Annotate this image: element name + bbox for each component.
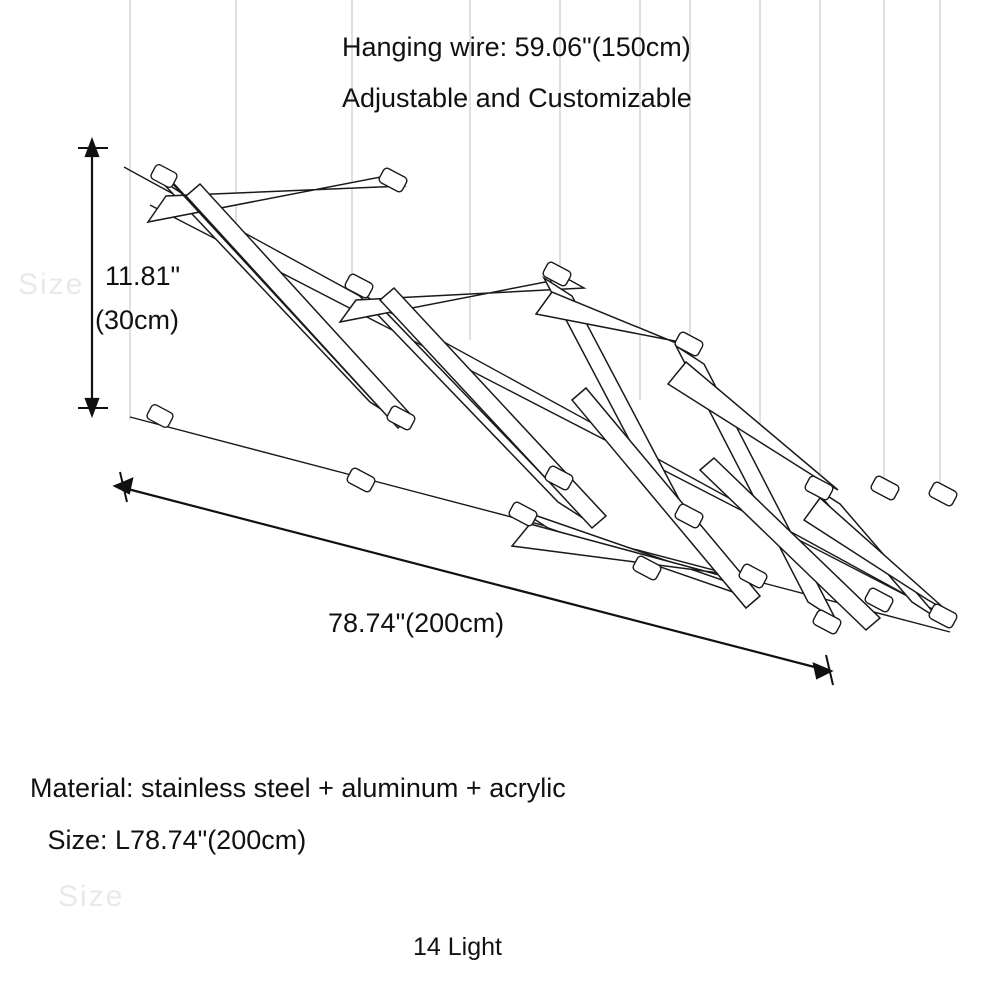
height-dimension-cm: (30cm) xyxy=(95,305,180,335)
hanging-wire-label-line1: Hanging wire: 59.06"(150cm) xyxy=(342,32,691,62)
height-dimension-line xyxy=(78,140,108,415)
size-note: Size: L78.74"(200cm) xyxy=(40,825,307,855)
joint-caps xyxy=(146,163,959,635)
width-dimension-label: 78.74"(200cm) xyxy=(328,608,505,638)
scissor-arms xyxy=(148,170,946,630)
height-dimension-inches: 11.81" xyxy=(105,261,181,291)
material-note: Material: stainless steel + aluminum + acrylic xyxy=(30,773,566,803)
watermark-bottom: Size xyxy=(58,880,125,913)
light-count-note: 14 Light xyxy=(413,933,502,961)
watermark-left: Size xyxy=(18,268,85,301)
hanging-wire-label-line2: Adjustable and Customizable xyxy=(342,83,692,113)
